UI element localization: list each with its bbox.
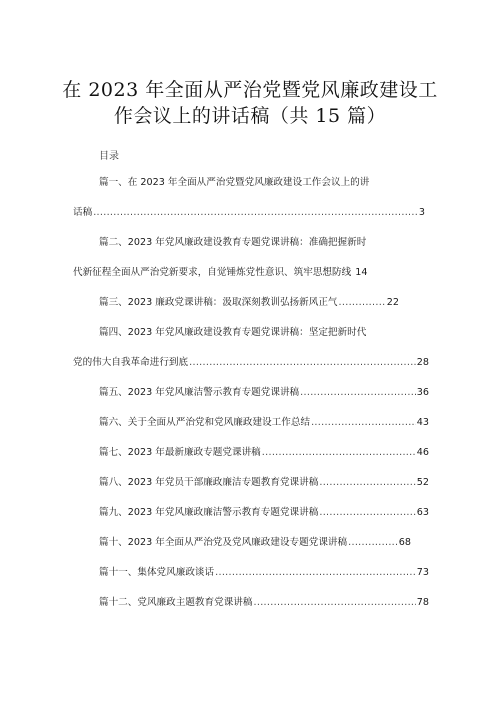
toc-entry-text: 话稿 <box>73 207 93 218</box>
toc-entry-12[interactable] <box>99 596 429 610</box>
toc-entry-10[interactable] <box>99 536 411 550</box>
toc-page-number: 78 <box>416 597 429 608</box>
toc-entry-text: 篇一、在 2023 年全面从严治党暨党风廉政建设工作会议上的讲 <box>99 177 370 188</box>
toc-entry-8[interactable] <box>99 476 429 490</box>
toc-entry-text: 篇三、2023 廉政党课讲稿：汲取深刻教训弘扬新风正气 <box>99 297 338 308</box>
toc-entry-3[interactable] <box>99 296 399 310</box>
toc-entry-7[interactable] <box>99 446 429 460</box>
toc-entry-9[interactable] <box>99 506 429 520</box>
toc-entry-text: 篇二、2023 年党风廉政建设教育专题党课讲稿：准确把握新时 <box>99 237 367 248</box>
toc-page-number: 22 <box>386 297 399 308</box>
document-title-line-2: 作会议上的讲话稿（共 15 篇） <box>113 105 387 127</box>
toc-entry-4-line-2[interactable] <box>73 356 429 370</box>
toc-entry-1-line-2[interactable] <box>73 206 425 220</box>
toc-leader-dots <box>254 596 416 610</box>
toc-entry-2-line-2[interactable] <box>73 266 367 280</box>
toc-entry-6[interactable] <box>99 416 429 430</box>
toc-entry-text: 篇十二、党风廉政主题教育党课讲稿 <box>99 597 253 608</box>
toc-entry-text: 篇十一、集体党风廉政谈话 <box>99 567 215 578</box>
toc-page-number: 46 <box>416 447 429 458</box>
toc-page-number: 52 <box>416 477 429 488</box>
toc-entry-text: 代新征程全面从严治党新要求，自觉锤炼党性意识、筑牢思想防线 <box>73 267 352 278</box>
toc-entry-text: 篇六、关于全面从严治党和党风廉政建设工作总结 <box>99 417 311 428</box>
toc-entry-1-line-1[interactable] <box>99 176 369 190</box>
toc-leader-dots <box>300 386 416 400</box>
toc-leader-dots <box>93 206 418 220</box>
toc-leader-dots <box>339 296 386 310</box>
document-title-line-1: 在 2023 年全面从严治党暨党风廉政建设工 <box>62 79 438 101</box>
toc-page-number: 28 <box>416 357 429 368</box>
toc-heading: 目录 <box>99 151 119 162</box>
toc-entry-text: 党的伟大自我革命进行到底 <box>73 357 189 368</box>
toc-page-number: 73 <box>416 567 429 578</box>
toc-entry-2-line-1[interactable] <box>99 236 366 250</box>
toc-entry-11[interactable] <box>99 566 429 580</box>
toc-entry-text: 篇五、2023 年党风廉洁警示教育专题党课讲稿 <box>99 387 300 398</box>
toc-leader-dots <box>189 356 416 370</box>
toc-entry-text: 篇七、2023 年最新廉政专题党课讲稿 <box>99 447 261 458</box>
toc-leader-dots <box>348 536 398 550</box>
toc-entry-text: 篇八、2023 年党员干部廉政廉洁专题教育党课讲稿 <box>99 477 319 488</box>
toc-leader-dots <box>319 476 415 490</box>
toc-entry-text: 篇十、2023 年全面从严治党及党风廉政建设专题党课讲稿 <box>99 537 348 548</box>
toc-leader-dots <box>262 446 416 460</box>
toc-entry-text: 篇九、2023 年党风廉政廉洁警示教育专题党课讲稿 <box>99 507 319 518</box>
toc-page-number: 36 <box>416 387 429 398</box>
toc-entry-5[interactable] <box>99 386 429 400</box>
toc-page-number: 43 <box>416 417 429 428</box>
toc-page-number: 68 <box>398 537 411 548</box>
toc-leader-dots <box>311 416 416 430</box>
toc-leader-dots <box>319 506 415 520</box>
toc-entry-4-line-1[interactable] <box>99 326 366 340</box>
toc-entry-text: 篇四、2023 年党风廉政建设教育专题党课讲稿：坚定把新时代 <box>99 327 367 338</box>
toc-page-number: 3 <box>418 207 425 218</box>
toc-page-number: 63 <box>416 507 429 518</box>
toc-page-number: 14 <box>355 267 368 278</box>
toc-leader-dots <box>215 566 416 580</box>
